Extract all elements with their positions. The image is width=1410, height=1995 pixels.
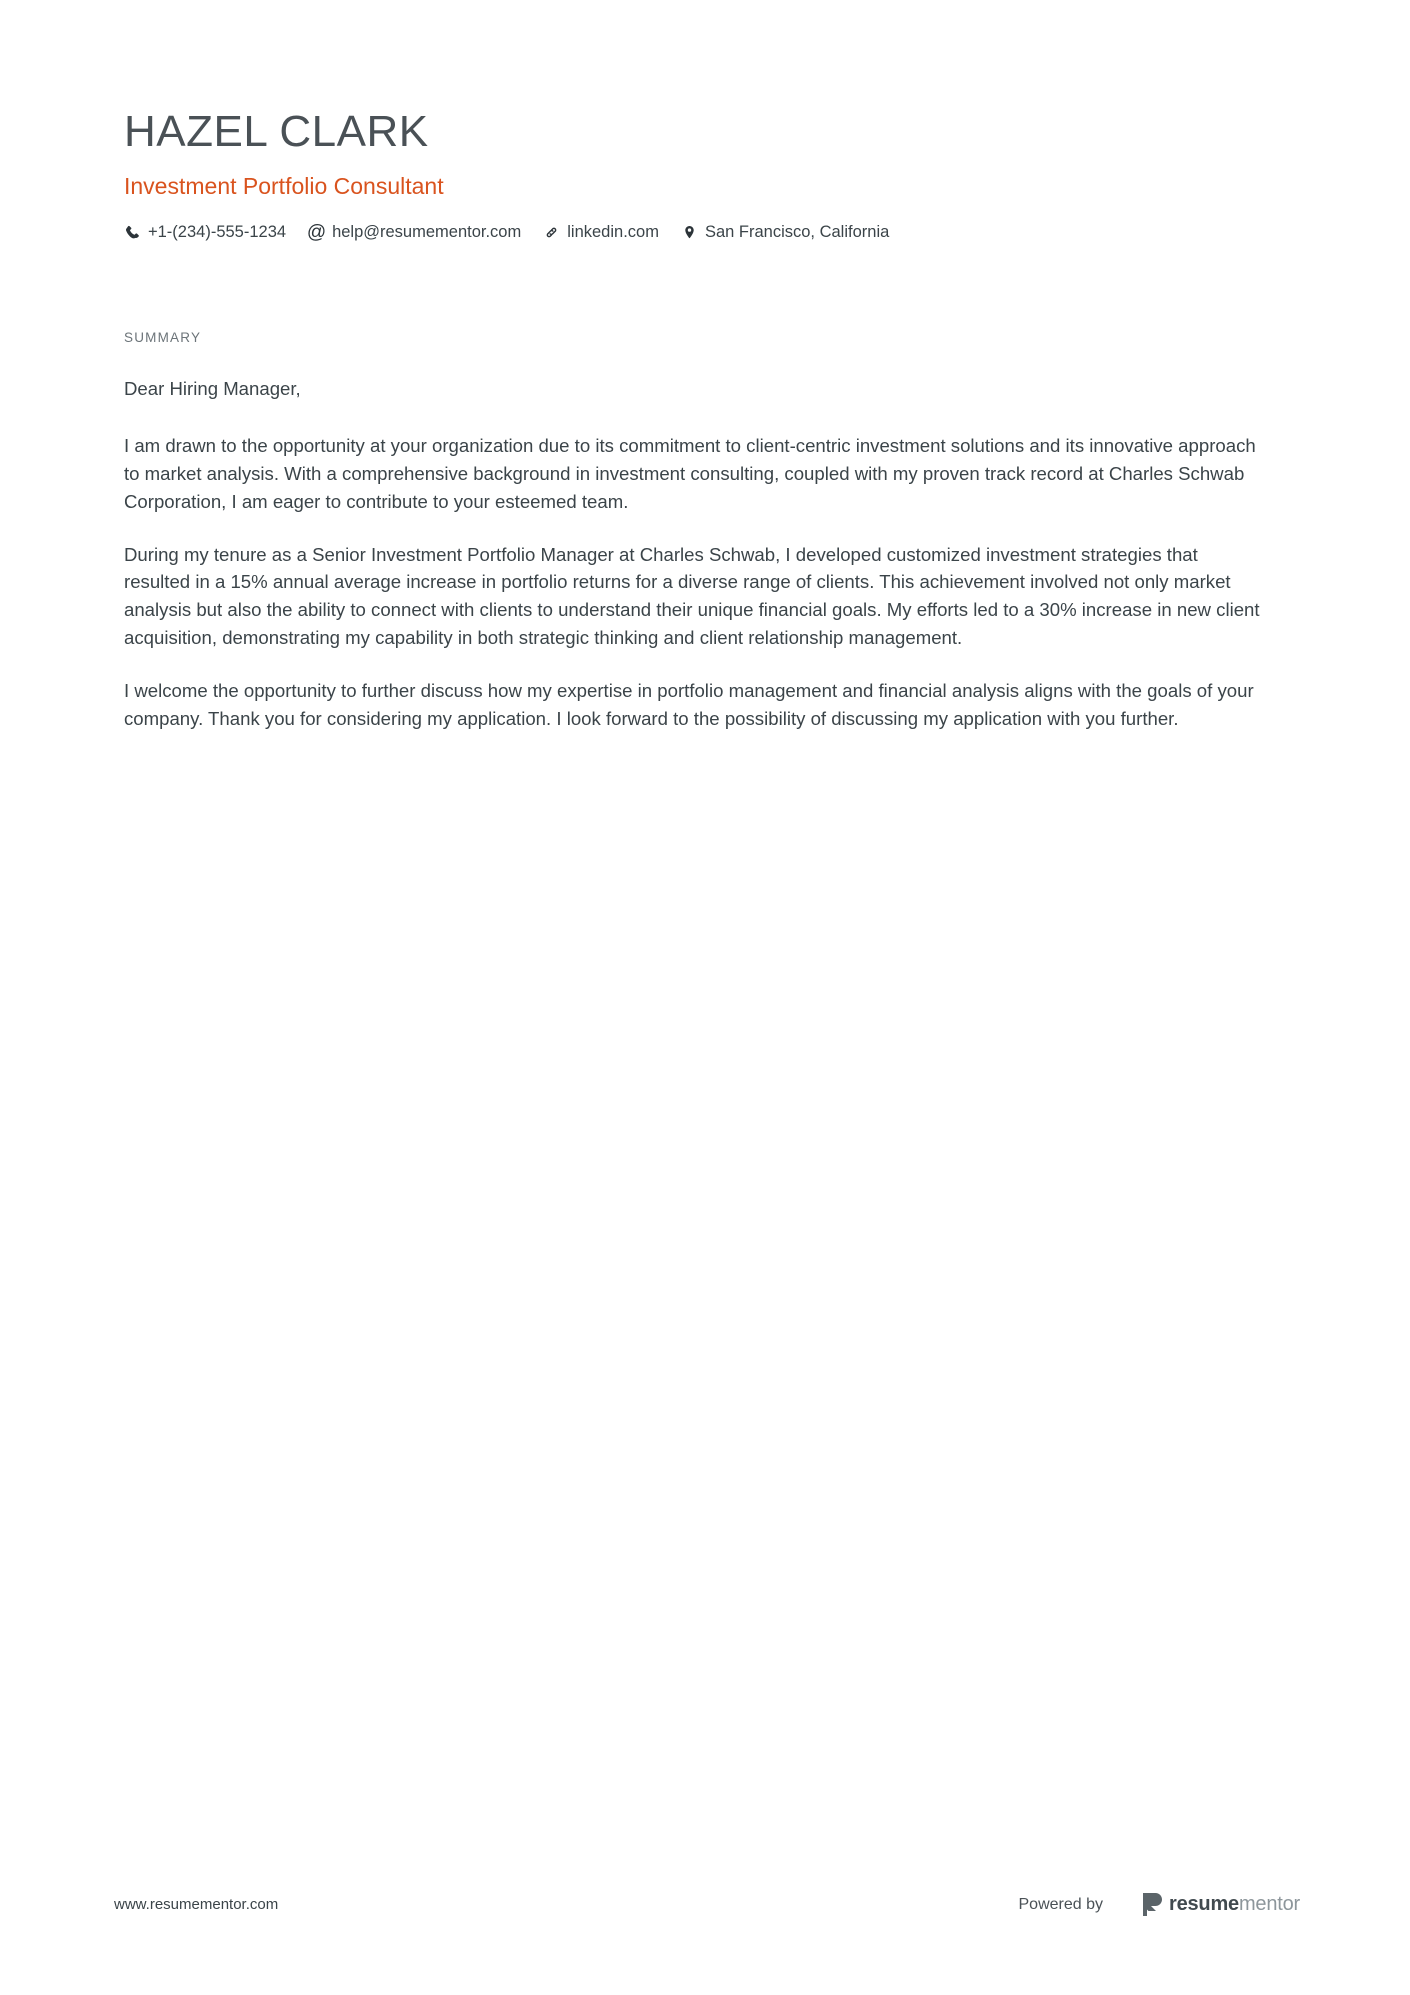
contact-phone-value: +1-(234)-555-1234 xyxy=(148,222,287,241)
candidate-name: HAZEL CLARK xyxy=(124,107,429,156)
letter-body xyxy=(124,375,1264,733)
contact-link xyxy=(543,223,659,242)
at-sign-icon: @ xyxy=(306,221,327,243)
letter-paragraph-2: During my tenure as a Senior Investment Portfolio Manager at Charles Schwab, I developed customized investment strategies that resulted in a 15% annual average increase in portfolio returns for a diverse range of clients. This achievement involved not only market analysis but also the ability to connect with clients to understand their unique financial goals. My efforts led to a 30% increase in new client acquisition, demonstrating my capability in both strategic thinking and client relationship management. xyxy=(124,543,1260,649)
location-pin-icon xyxy=(681,224,698,241)
footer-website-url[interactable]: www.resumementor.com xyxy=(114,1896,279,1913)
candidate-job-title: Investment Portfolio Consultant xyxy=(124,173,444,200)
section-heading-summary: SUMMARY xyxy=(124,330,202,345)
link-icon xyxy=(543,224,560,241)
contact-email xyxy=(308,223,521,242)
contact-row xyxy=(124,223,1294,242)
contact-location-value: San Francisco, California xyxy=(704,222,890,241)
contact-phone xyxy=(124,223,286,242)
powered-by-label: Powered by xyxy=(1018,1895,1103,1913)
contact-link-value: linkedin.com xyxy=(567,222,659,241)
brand-wordmark-strong: resume xyxy=(1169,1893,1239,1915)
summary-section xyxy=(124,330,1284,733)
contact-location xyxy=(681,223,889,242)
letter-salutation: Dear Hiring Manager, xyxy=(124,378,301,399)
phone-icon xyxy=(124,224,141,241)
letter-paragraph-3: I welcome the opportunity to further discuss how my expertise in portfolio management and financial analysis aligns with the goals of your company. Thank you for considering my application. I look forward to the possibility of discussing my application with you further. xyxy=(124,680,1254,730)
letter-paragraph-1: I am drawn to the opportunity at your organization due to its commitment to client-centric investment solutions and its innovative approach to market analysis. With a comprehensive background in investment consulting, coupled with my proven track record at Charles Schwab Corporation, I am eager to contribute to your esteemed team. xyxy=(124,434,1256,512)
letter-header xyxy=(124,108,1294,242)
bookmark-flag-icon xyxy=(1143,1893,1162,1916)
contact-email-value: help@resumementor.com xyxy=(332,222,522,241)
footer-branding xyxy=(1019,1893,1301,1916)
page-footer xyxy=(0,1893,1410,1923)
resumementor-logo xyxy=(1143,1893,1300,1916)
brand-wordmark xyxy=(1169,1893,1300,1916)
brand-wordmark-light: mentor xyxy=(1238,1893,1300,1915)
